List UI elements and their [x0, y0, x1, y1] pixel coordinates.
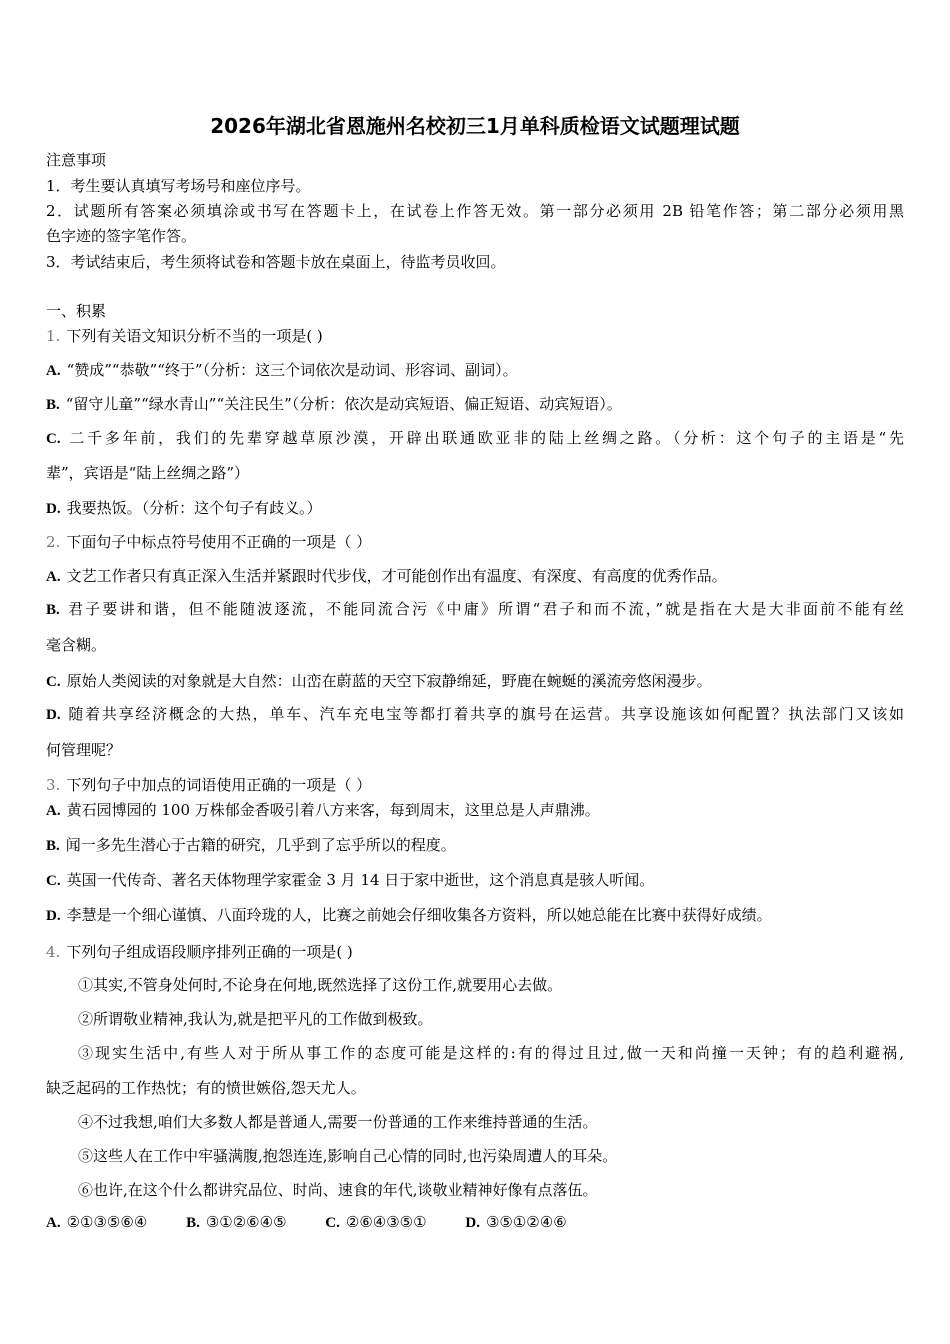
option-label: A. [46, 1215, 61, 1231]
option-text: 黄石园博园的 100 万株郁金香吸引着八方来客，每到周末，这里总是人声鼎沸。 [66, 801, 600, 819]
notice-heading: 注意事项 [46, 151, 107, 169]
q2-option-a [46, 566, 727, 587]
question-text: 下列句子中加点的词语使用正确的一项是（ ） [66, 776, 372, 794]
q4-sentence-6: ⑥也许,在这个什么都讲究品位、时尚、速食的年代,谈敬业精神好像有点落伍。 [78, 1181, 598, 1199]
option-text: ③⑤①②④⑥ [485, 1213, 567, 1231]
option-label: C. [46, 674, 61, 690]
q2-option-b-cont: 毫含糊。 [46, 636, 107, 654]
q4-option-d [465, 1212, 566, 1233]
q4-sentence-3-cont: 缺乏起码的工作热忱；有的愤世嫉俗,怨天尤人。 [46, 1079, 366, 1097]
option-label: D. [46, 501, 61, 517]
q4-option-b [186, 1212, 286, 1233]
option-text: ②⑥④③⑤① [345, 1213, 427, 1231]
q1-option-c [46, 428, 904, 449]
option-text: 随着共享经济概念的大热，单车、汽车充电宝等都打着共享的旗号在运营。共享设施该如何配置？执法部门又该如 [66, 705, 904, 723]
option-text: 我要热饭。（分析：这个句子有歧义。） [66, 499, 322, 517]
option-text: 原始人类阅读的对象就是大自然：山峦在蔚蓝的天空下寂静绵延，野鹿在蜿蜒的溪流旁悠闲漫步。 [66, 672, 712, 690]
q4-sentence-2: ②所谓敬业精神,我认为,就是把平凡的工作做到极致。 [78, 1010, 433, 1028]
q3-option-d [46, 905, 772, 926]
q1-option-c-cont: 辈”，宾语是“陆上丝绸之路”） [46, 464, 250, 482]
q1-option-b [46, 394, 622, 415]
option-label: D. [46, 908, 61, 924]
option-label: D. [46, 707, 61, 723]
q2-option-d [46, 704, 904, 725]
q4-option-c [325, 1212, 426, 1233]
notice-item: 2．试题所有答案必须填涂或书写在答题卡上，在试卷上作答无效。第一部分必须用 2B 铅笔作答；第二部分必须用黑 [46, 202, 904, 220]
q4-sentence-1: ①其实,不管身处何时,不论身在何地,既然选择了这份工作,就要用心去做。 [78, 976, 563, 994]
q4-sentence-3: ③现实生活中,有些人对于所从事工作的态度可能是这样的:有的得过且过,做一天和尚撞一天钟；有的趋利避祸, [78, 1044, 904, 1062]
question-number: 3. [46, 776, 61, 794]
q1-option-d [46, 498, 322, 519]
option-text: “赞成”“恭敬”“终于”（分析：这三个词依次是动词、形容词、副词）。 [66, 361, 518, 379]
option-text: 二千多年前，我们的先辈穿越草原沙漠，开辟出联通欧亚非的陆上丝绸之路。（分析：这个句子的主语是“先 [66, 429, 904, 447]
q2-option-d-cont: 何管理呢？ [46, 741, 122, 759]
question-number: 2. [46, 533, 61, 551]
q4-sentence-4: ④不过我想,咱们大多数人都是普通人,需要一份普通的工作来维持普通的生活。 [78, 1113, 598, 1131]
option-text: 李慧是一个细心谨慎、八面玲珑的人，比赛之前她会仔细收集各方资料，所以她总能在比赛中获得好成绩。 [66, 906, 772, 924]
notice-item: 3．考试结束后，考生须将试卷和答题卡放在桌面上，待监考员收回。 [46, 253, 506, 271]
question-1-stem [46, 326, 323, 346]
option-text: 文艺工作者只有真正深入生活并紧跟时代步伐，才可能创作出有温度、有深度、有高度的优秀作品。 [66, 567, 727, 585]
q2-option-b [46, 599, 904, 620]
q4-sentence-5: ⑤这些人在工作中牢骚满腹,抱怨连连,影响自己心情的同时,也污染周遭人的耳朵。 [78, 1147, 618, 1165]
option-text: 英国一代传奇、著名天体物理学家霍金 3 月 14 日于家中逝世，这个消息真是骇人听闻。 [66, 871, 655, 889]
option-label: A. [46, 569, 61, 585]
option-text: 闻一多先生潜心于古籍的研究，几乎到了忘乎所以的程度。 [65, 836, 456, 854]
option-label: B. [46, 397, 60, 413]
option-text: ③①②⑥④⑤ [205, 1213, 287, 1231]
q3-option-c [46, 870, 654, 891]
option-text: 君子要讲和谐，但不能随波逐流，不能同流合污《中庸》所谓“君子和而不流，”就是指在大是大非面前不能有丝 [65, 600, 904, 618]
question-text: 下列句子组成语段顺序排列正确的一项是( ) [66, 943, 353, 961]
option-label: C. [325, 1215, 340, 1231]
q3-option-b [46, 835, 456, 856]
option-label: B. [186, 1215, 200, 1231]
question-4-stem [46, 942, 353, 962]
option-label: B. [46, 602, 60, 618]
option-label: C. [46, 873, 61, 889]
notice-item: 色字迹的签字笔作答。 [46, 227, 197, 245]
q2-option-c [46, 671, 712, 692]
q4-options [46, 1212, 601, 1233]
option-label: D. [465, 1215, 480, 1231]
option-label: C. [46, 431, 61, 447]
option-label: A. [46, 803, 61, 819]
question-text: 下面句子中标点符号使用不正确的一项是（ ） [66, 533, 372, 551]
section-heading: 一、积累 [46, 302, 107, 320]
question-3-stem [46, 775, 371, 795]
q4-option-a [46, 1212, 147, 1233]
option-text: “留守儿童”“绿水青山”“关注民生”（分析：依次是动宾短语、偏正短语、动宾短语）。 [65, 395, 622, 413]
question-text: 下列有关语文知识分析不当的一项是( ) [66, 327, 323, 345]
q1-option-a [46, 360, 518, 381]
question-2-stem [46, 532, 371, 552]
question-number: 4. [46, 943, 61, 961]
question-number: 1. [46, 327, 61, 345]
q3-option-a [46, 800, 600, 821]
option-text: ②①③⑤⑥④ [66, 1213, 148, 1231]
option-label: A. [46, 363, 61, 379]
page-title: 2026年湖北省恩施州名校初三1月单科质检语文试题理试题 [210, 114, 740, 138]
option-label: B. [46, 838, 60, 854]
notice-item: 1．考生要认真填写考场号和座位序号。 [46, 177, 311, 195]
